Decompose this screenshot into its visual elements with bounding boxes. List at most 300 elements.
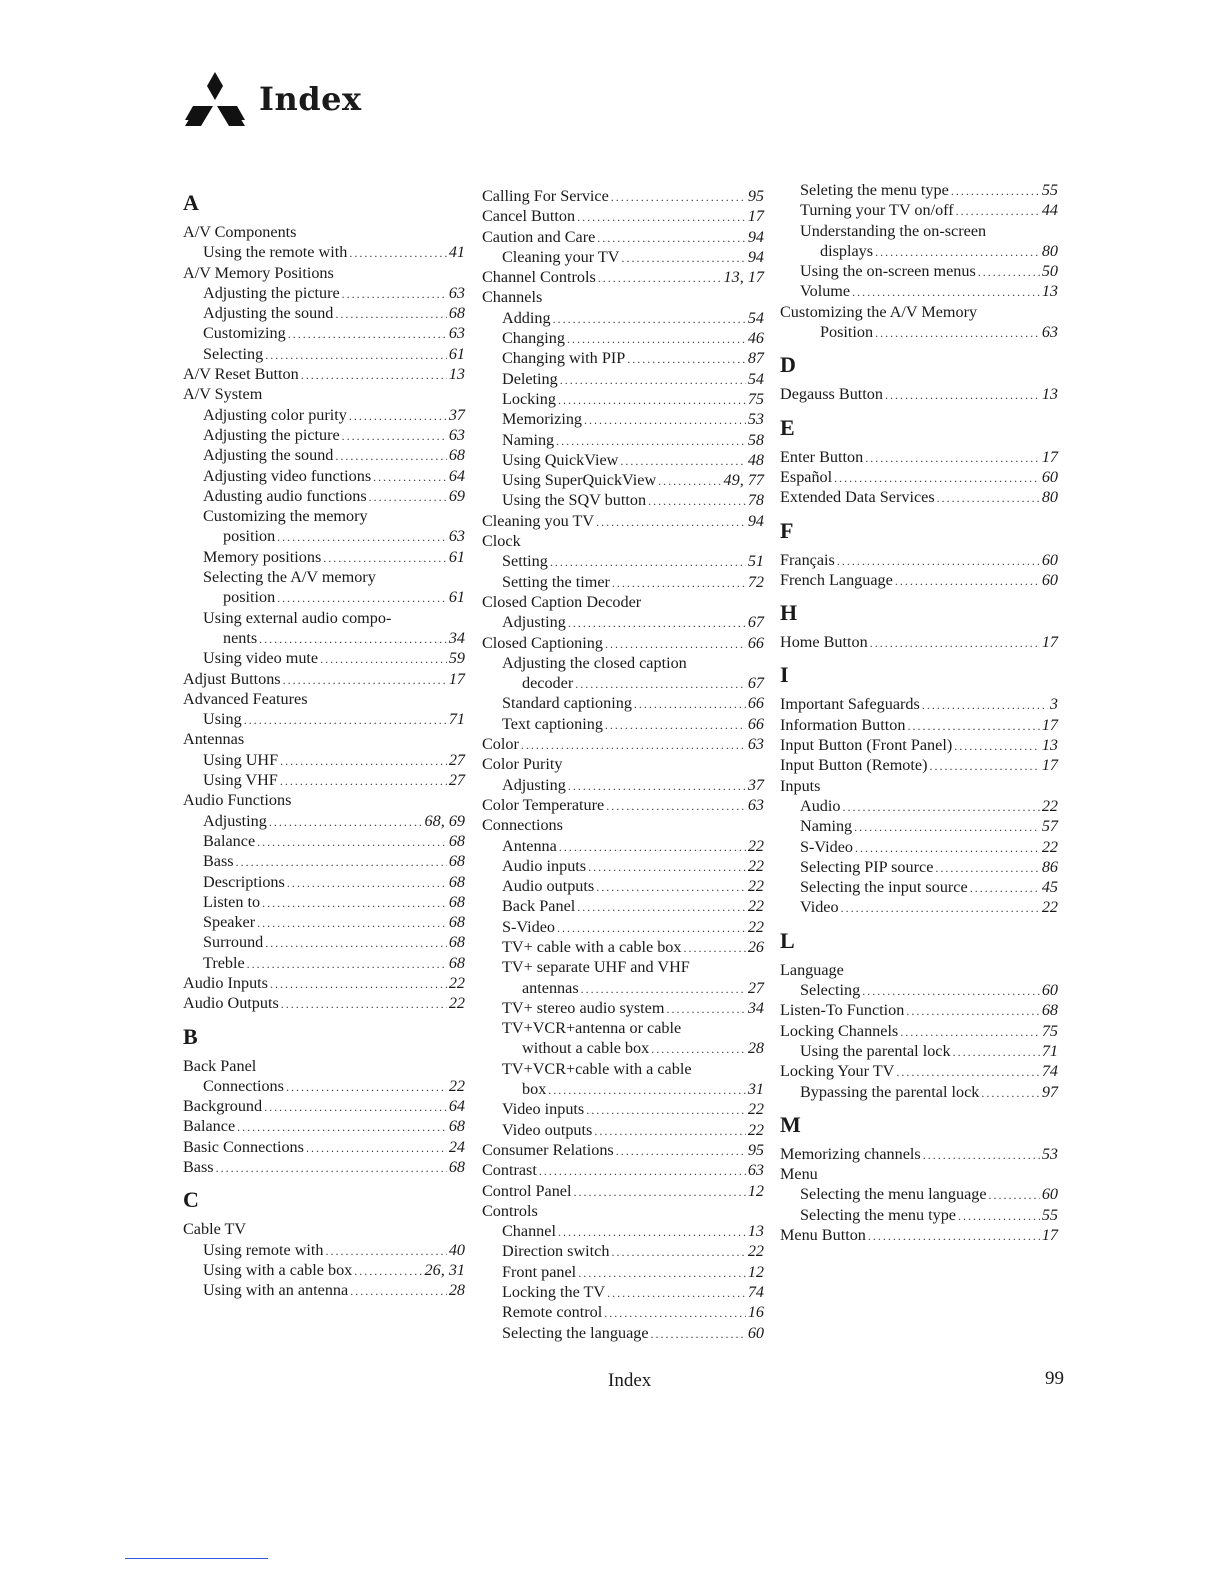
leader-dots	[354, 1261, 422, 1281]
index-entry	[183, 729, 465, 749]
entry-page: 13	[747, 1222, 764, 1241]
entry-text: antennas	[522, 978, 579, 997]
leader-dots	[970, 878, 1040, 898]
leader-dots	[989, 1185, 1040, 1205]
index-entry	[780, 897, 1058, 917]
leader-dots	[584, 410, 746, 430]
index-entry	[482, 612, 764, 632]
leader-dots	[581, 979, 746, 999]
index-entry	[482, 1099, 764, 1119]
index-entry	[780, 735, 1058, 755]
entry-text: Home Button	[780, 633, 868, 652]
index-entry	[482, 430, 764, 450]
entry-text: Locking Channels	[780, 1021, 899, 1040]
entry-page: 17	[1041, 1225, 1058, 1244]
index-entry	[482, 369, 764, 389]
entry-page: 34	[448, 628, 465, 647]
leader-dots	[875, 242, 1040, 262]
index-entry	[183, 526, 465, 546]
entry-page: 50	[1041, 262, 1058, 281]
entry-page: 49, 77	[723, 471, 764, 490]
entry-page: 44	[1041, 201, 1058, 220]
index-entry	[482, 998, 764, 1018]
entry-text: Selecting the menu type	[800, 1205, 956, 1224]
entry-page: 75	[747, 389, 764, 408]
leader-dots	[262, 893, 447, 913]
entry-page: 22	[747, 1242, 764, 1261]
entry-page: 37	[448, 405, 465, 424]
index-entry	[780, 694, 1058, 714]
leader-dots	[265, 933, 447, 953]
entry-text: Menu Button	[780, 1225, 866, 1244]
leader-dots	[335, 304, 446, 324]
entry-page: 41	[448, 243, 465, 262]
entry-text: Selecting	[203, 344, 264, 363]
index-entry	[780, 755, 1058, 775]
entry-text: Treble	[203, 953, 245, 972]
index-entry	[780, 1184, 1058, 1204]
leader-dots	[648, 491, 746, 511]
leader-dots	[658, 471, 721, 491]
index-entry	[482, 551, 764, 571]
index-entry	[183, 790, 465, 810]
entry-page: 59	[448, 649, 465, 668]
entry-text: Using UHF	[203, 750, 279, 769]
entry-page: 17	[747, 207, 764, 226]
entry-text: S-Video	[502, 917, 555, 936]
entry-text: Adusting audio functions	[203, 486, 367, 505]
leader-dots	[560, 370, 746, 390]
entry-text: decoder	[522, 674, 574, 693]
leader-dots	[596, 877, 746, 897]
index-entry	[183, 1219, 465, 1239]
index-entry	[183, 283, 465, 303]
entry-page: 12	[747, 1262, 764, 1281]
index-entry	[482, 1181, 764, 1201]
entry-page: 51	[747, 552, 764, 571]
entry-page: 17	[448, 669, 465, 688]
entry-text: Locking Your TV	[780, 1062, 895, 1081]
entry-text: Remote control	[502, 1303, 603, 1322]
index-entry	[780, 877, 1058, 897]
index-entry	[780, 384, 1058, 404]
entry-text: Balance	[203, 831, 256, 850]
index-entry	[183, 445, 465, 465]
index-entry	[482, 815, 764, 835]
page-number: 99	[1045, 1368, 1064, 1389]
entry-text: A/V System	[183, 385, 263, 404]
entry-text: Information Button	[780, 715, 906, 734]
leader-dots	[265, 345, 447, 365]
entry-text: Using QuickView	[502, 450, 619, 469]
entry-page: 71	[1041, 1041, 1058, 1060]
leader-dots	[622, 248, 746, 268]
entry-page: 22	[448, 994, 465, 1013]
index-entry	[183, 1056, 465, 1076]
entry-text: Adding	[502, 308, 551, 327]
entry-text: Locking	[502, 389, 556, 408]
entry-page: 67	[747, 674, 764, 693]
entry-page: 86	[1041, 857, 1058, 876]
entry-text: Connections	[203, 1076, 284, 1095]
entry-page: 22	[747, 836, 764, 855]
entry-text: Memorizing channels	[780, 1144, 921, 1163]
index-entry	[780, 632, 1058, 652]
entry-text: Using	[203, 710, 242, 729]
entry-text: Changing	[502, 329, 565, 348]
index-entry	[780, 467, 1058, 487]
entry-page: 60	[1041, 570, 1058, 589]
entry-text: TV+ separate UHF and VHF	[502, 958, 690, 977]
entry-text: Setting the timer	[502, 572, 610, 591]
entry-text: Audio	[800, 796, 841, 815]
entry-text: Clock	[482, 532, 521, 551]
entry-page: 57	[1041, 817, 1058, 836]
index-entry	[482, 1262, 764, 1282]
entry-page: 63	[448, 324, 465, 343]
index-entry	[482, 287, 764, 307]
index-entry	[780, 221, 1058, 241]
leader-dots	[283, 670, 447, 690]
entry-page: 27	[747, 978, 764, 997]
index-entry	[183, 669, 465, 689]
leader-dots	[301, 365, 447, 385]
entry-page: 28	[747, 1039, 764, 1058]
index-entry	[482, 1323, 764, 1343]
index-entry	[780, 1144, 1058, 1164]
index-entry	[482, 511, 764, 531]
entry-text: Adjusting the closed caption	[502, 653, 687, 672]
entry-text: TV+ stereo audio system	[502, 998, 665, 1017]
entry-page: 53	[1041, 1144, 1058, 1163]
leader-dots	[954, 736, 1040, 756]
entry-text: Selecting the language	[502, 1323, 649, 1342]
entry-page: 66	[747, 714, 764, 733]
entry-page: 17	[1041, 447, 1058, 466]
entry-text: Controls	[482, 1201, 538, 1220]
index-entry	[183, 993, 465, 1013]
entry-page: 22	[448, 973, 465, 992]
entry-text: TV+ cable with a cable box	[502, 937, 682, 956]
entry-text: Using with a cable box	[203, 1260, 353, 1279]
divider	[125, 1558, 268, 1559]
entry-text: Customizing the memory	[203, 507, 368, 526]
index-entry	[780, 1205, 1058, 1225]
entry-text: Memorizing	[502, 410, 583, 429]
entry-page: 22	[1041, 837, 1058, 856]
index-entry	[482, 795, 764, 815]
leader-dots	[981, 1083, 1039, 1103]
entry-text: position	[223, 527, 276, 546]
index-entry	[780, 980, 1058, 1000]
index-entry	[183, 872, 465, 892]
section-letter: I	[780, 662, 789, 688]
entry-text: French Language	[780, 570, 893, 589]
entry-text: Back Panel	[502, 897, 576, 916]
entry-page: 31	[747, 1080, 764, 1099]
index-entry	[482, 186, 764, 206]
leader-dots	[244, 710, 447, 730]
entry-text: Selecting	[800, 981, 861, 1000]
index-entry	[482, 1282, 764, 1302]
entry-text: Color Purity	[482, 755, 563, 774]
index-entry	[482, 1160, 764, 1180]
index-entry	[183, 851, 465, 871]
entry-page: 63	[747, 1161, 764, 1180]
entry-text: Caution and Care	[482, 227, 596, 246]
leader-dots	[616, 1141, 746, 1161]
index-entry	[482, 206, 764, 226]
entry-text: Descriptions	[203, 872, 285, 891]
index-entry	[183, 242, 465, 262]
index-entry	[482, 227, 764, 247]
entry-text: Closed Caption Decoder	[482, 592, 642, 611]
entry-page: 26, 31	[424, 1260, 465, 1279]
leader-dots	[259, 629, 447, 649]
leader-dots	[598, 268, 722, 288]
entry-text: Listen to	[203, 892, 261, 911]
entry-text: Audio Inputs	[183, 973, 268, 992]
leader-dots	[578, 1263, 746, 1283]
three-diamond-logo-icon	[183, 70, 247, 128]
entry-text: Selecting PIP source	[800, 857, 934, 876]
leader-dots	[841, 898, 1040, 918]
index-entry	[183, 1280, 465, 1300]
entry-text: Seleting the menu type	[800, 181, 949, 199]
page-header	[183, 70, 362, 128]
entry-text: Channel Controls	[482, 268, 596, 287]
leader-dots	[612, 573, 746, 593]
entry-text: Adjust Buttons	[183, 669, 281, 688]
index-entry	[482, 856, 764, 876]
entry-text: Adjusting	[502, 613, 566, 632]
index-entry	[183, 932, 465, 952]
index-entry	[780, 816, 1058, 836]
entry-text: Cleaning you TV	[482, 511, 595, 530]
leader-dots	[588, 857, 746, 877]
leader-dots	[257, 913, 447, 933]
index-entry	[482, 917, 764, 937]
entry-page: 22	[747, 1100, 764, 1119]
entry-page: 27	[448, 771, 465, 790]
entry-page: 13	[1041, 385, 1058, 404]
entry-page: 28	[448, 1281, 465, 1300]
index-entry	[482, 896, 764, 916]
leader-dots	[842, 797, 1039, 817]
index-entry	[482, 1079, 764, 1099]
entry-text: Bypassing the parental lock	[800, 1082, 980, 1101]
entry-text: Language	[780, 960, 844, 979]
leader-dots	[323, 548, 447, 568]
leader-dots	[935, 858, 1039, 878]
index-entry	[482, 1018, 764, 1038]
leader-dots	[281, 994, 447, 1014]
index-entry	[183, 587, 465, 607]
index-entry	[780, 261, 1058, 281]
entry-text: Advanced Features	[183, 689, 308, 708]
entry-page: 68, 69	[424, 811, 465, 830]
entry-page: 16	[747, 1303, 764, 1322]
entry-text: Customizing the A/V Memory	[780, 302, 978, 321]
index-entry	[780, 1021, 1058, 1041]
entry-text: Standard captioning	[502, 694, 632, 713]
leader-dots	[834, 468, 1040, 488]
index-entry	[183, 466, 465, 486]
entry-page: 68	[448, 872, 465, 891]
entry-page: 72	[747, 572, 764, 591]
entry-page: 94	[747, 511, 764, 530]
entry-page: 63	[448, 425, 465, 444]
index-entry	[482, 572, 764, 592]
entry-text: Direction switch	[502, 1242, 610, 1261]
index-entry	[780, 857, 1058, 877]
leader-dots	[852, 282, 1040, 302]
entry-page: 26	[747, 937, 764, 956]
section-letter: L	[780, 927, 795, 953]
index-entry	[482, 1302, 764, 1322]
index-entry	[183, 709, 465, 729]
index-entry	[482, 836, 764, 856]
entry-text: Extended Data Services	[780, 488, 935, 507]
leader-dots	[269, 812, 423, 832]
entry-text: Customizing	[203, 324, 286, 343]
entry-page: 27	[448, 750, 465, 769]
entry-text: Antennas	[183, 730, 245, 749]
index-entry	[482, 957, 764, 977]
leader-dots	[900, 1022, 1040, 1042]
entry-text: Cleaning your TV	[502, 247, 620, 266]
entry-page: 22	[747, 856, 764, 875]
entry-page: 54	[747, 369, 764, 388]
footer-label: Index	[608, 1370, 652, 1391]
entry-text: Naming	[502, 430, 555, 449]
index-entry	[482, 348, 764, 368]
leader-dots	[586, 1100, 746, 1120]
entry-page: 61	[448, 344, 465, 363]
leader-dots	[373, 467, 447, 487]
entry-text: Bass	[203, 852, 234, 871]
entry-page: 61	[448, 547, 465, 566]
entry-page: 68	[448, 446, 465, 465]
leader-dots	[257, 832, 447, 852]
leader-dots	[651, 1039, 746, 1059]
entry-text: Control Panel	[482, 1181, 572, 1200]
leader-dots	[627, 349, 746, 369]
index-entry	[780, 550, 1058, 570]
leader-dots	[604, 1303, 746, 1323]
index-entry	[183, 263, 465, 283]
index-entry	[482, 1120, 764, 1140]
index-entry	[780, 487, 1058, 507]
entry-page: 68	[448, 1158, 465, 1177]
entry-page: 63	[448, 527, 465, 546]
section-letter: B	[183, 1023, 198, 1049]
entry-page: 75	[1041, 1021, 1058, 1040]
entry-text: Audio inputs	[502, 856, 587, 875]
leader-dots	[611, 1242, 745, 1262]
leader-dots	[568, 613, 746, 633]
leader-dots	[575, 674, 746, 694]
entry-text: Connections	[482, 816, 563, 835]
leader-dots	[557, 918, 746, 938]
index-entry	[482, 308, 764, 328]
entry-text: Input Button (Front Panel)	[780, 736, 953, 755]
index-entry	[482, 1201, 764, 1221]
index-entry	[183, 222, 465, 242]
entry-page: 13	[1041, 282, 1058, 301]
entry-text: Important Safeguards	[780, 695, 920, 714]
entry-page: 46	[747, 329, 764, 348]
leader-dots	[634, 694, 746, 714]
index-entry	[183, 405, 465, 425]
entry-page: 63	[747, 795, 764, 814]
index-entry	[780, 447, 1058, 467]
leader-dots	[597, 228, 746, 248]
index-entry	[183, 1260, 465, 1280]
entry-page: 74	[1041, 1062, 1058, 1081]
leader-dots	[870, 633, 1040, 653]
index-entry	[780, 837, 1058, 857]
leader-dots	[596, 512, 746, 532]
index-entry	[482, 978, 764, 998]
index-entry	[482, 1038, 764, 1058]
leader-dots	[335, 446, 446, 466]
entry-page: 95	[747, 187, 764, 205]
entry-page: 68	[448, 933, 465, 952]
index-entry	[482, 409, 764, 429]
entry-text: Adjusting color purity	[203, 405, 347, 424]
entry-text: Calling For Service	[482, 187, 609, 205]
index-entry	[482, 490, 764, 510]
leader-dots	[342, 426, 447, 446]
entry-page: 68	[448, 953, 465, 972]
index-entry	[482, 470, 764, 490]
index-entry	[183, 1137, 465, 1157]
index-entry	[183, 831, 465, 851]
entry-text: displays	[820, 241, 874, 260]
leader-dots	[605, 634, 746, 654]
leader-dots	[350, 1281, 447, 1301]
entry-text: box	[522, 1080, 547, 1099]
leader-dots	[854, 817, 1040, 837]
leader-dots	[896, 1062, 1039, 1082]
index-entry	[183, 1076, 465, 1096]
entry-page: 17	[1041, 756, 1058, 775]
entry-text: position	[223, 588, 276, 607]
entry-page: 45	[1041, 878, 1058, 897]
entry-text: Adjusting the picture	[203, 425, 340, 444]
leader-dots	[620, 451, 745, 471]
leader-dots	[594, 1121, 746, 1141]
entry-page: 22	[448, 1076, 465, 1095]
leader-dots	[868, 1226, 1040, 1246]
leader-dots	[288, 324, 447, 344]
entry-text: Deleting	[502, 369, 558, 388]
entry-page: 67	[747, 613, 764, 632]
leader-dots	[865, 448, 1040, 468]
entry-page: 12	[747, 1181, 764, 1200]
index-entry	[482, 633, 764, 653]
index-entry	[482, 754, 764, 774]
leader-dots	[237, 1117, 447, 1137]
leader-dots	[264, 1097, 447, 1117]
entry-text: Video	[800, 898, 839, 917]
entry-text: Adjusting	[203, 811, 267, 830]
leader-dots	[342, 284, 447, 304]
leader-dots	[875, 323, 1040, 343]
entry-page: 63	[448, 283, 465, 302]
leader-dots	[548, 1080, 746, 1100]
